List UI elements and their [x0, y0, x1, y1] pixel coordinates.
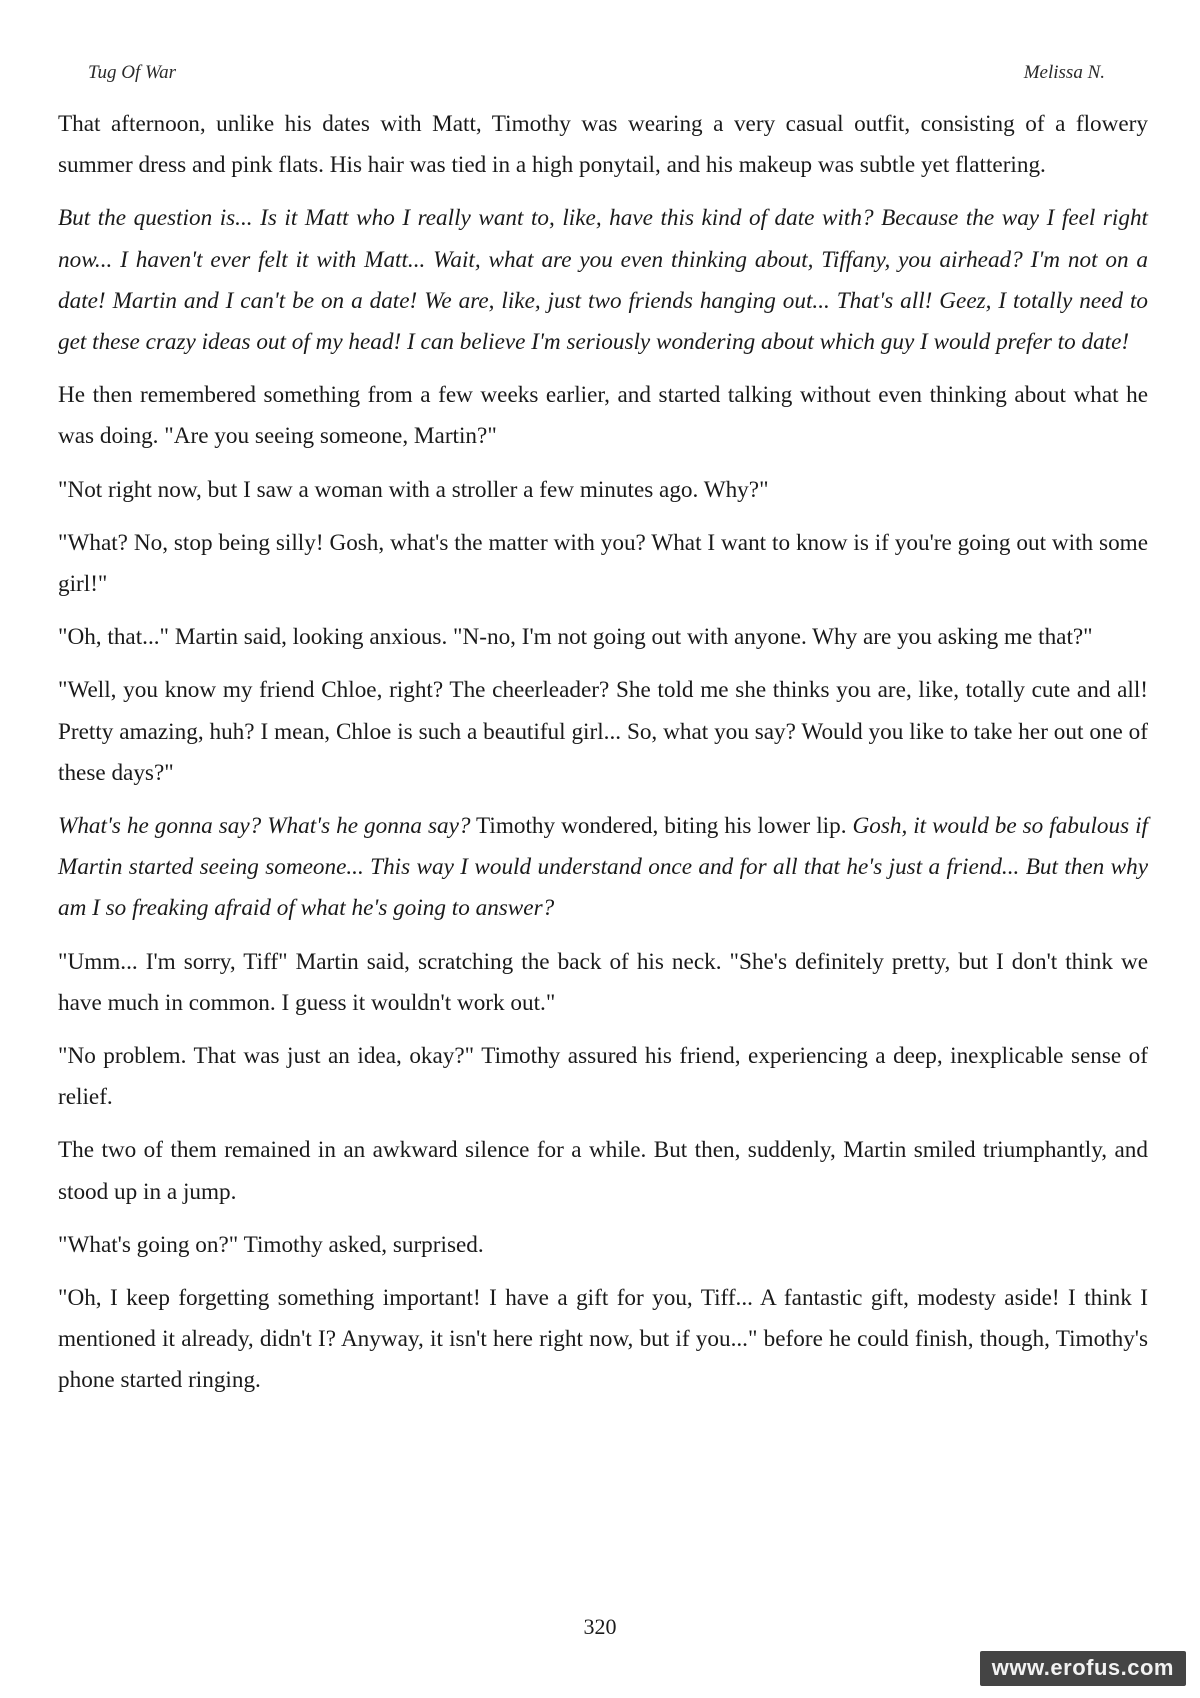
- paragraph-text: "What? No, stop being silly! Gosh, what's the matter with you? What I want to know is if you're going out with some girl!": [58, 529, 1148, 598]
- paragraph-text: "No problem. That was just an idea, okay?" Timothy assured his friend, experiencing a deep, inexplicable sense of relief.: [58, 1043, 1148, 1111]
- paragraph-thought-text: Gosh, it would be so fabulous if Martin started seeing someone... This way I would understand once and for all that he's just a friend... But then why am I so freaking afraid of what he's going to answer?: [58, 813, 1148, 922]
- paragraph-text: The two of them remained in an awkward silence for a while. But then, suddenly, Martin smiled triumphantly, and stood up in a jump.: [58, 1137, 1148, 1205]
- paragraph: [58, 523, 1148, 605]
- paragraph: [58, 375, 1148, 457]
- paragraph-text: That afternoon, unlike his dates with Matt, Timothy was wearing a very casual outfit, consisting of a flowery summer dress and pink flats. His hair was tied in a high ponytail, and his makeup was subtle yet flattering.: [58, 111, 1148, 179]
- paragraph: [58, 617, 1148, 658]
- paragraph-text: Timothy wondered, biting his lower lip.: [470, 813, 853, 840]
- paragraph: [58, 470, 1148, 511]
- paragraph: [58, 104, 1148, 186]
- paragraph-text: "Not right now, but I saw a woman with a stroller a few minutes ago. Why?": [58, 476, 769, 503]
- body-text: [58, 104, 1148, 1414]
- page-number: 320: [583, 1614, 617, 1639]
- paragraph-text: "Umm... I'm sorry, Tiff" Martin said, scratching the back of his neck. "She's definitely pretty, but I don't think we have much in common. I guess it wouldn't work out.": [58, 948, 1148, 1016]
- page-header: [88, 62, 1105, 92]
- paragraph-text: "Oh, I keep forgetting something important! I have a gift for you, Tiff... A fantastic gift, modesty aside! I think I mentioned it already, didn't I? Anyway, it isn't here right now, but if you..." before he could finish, though, Timothy's phone started ringing.: [58, 1285, 1148, 1394]
- book-title: Tug Of War: [88, 62, 176, 83]
- paragraph-thought-text: What's he gonna say? What's he gonna say?: [58, 813, 471, 840]
- paragraph: [58, 1225, 1148, 1266]
- author-name: Melissa N.: [1023, 62, 1105, 83]
- paragraph: [58, 806, 1148, 930]
- paragraph: [58, 942, 1148, 1024]
- paragraph-text: "What's going on?" Timothy asked, surprised.: [58, 1231, 484, 1258]
- paragraph: [58, 1036, 1148, 1118]
- paragraph-text: "Well, you know my friend Chloe, right? The cheerleader? She told me she thinks you are, like, totally cute and all! Pretty amazing, huh? I mean, Chloe is such a beautiful girl... So, what you say? Would you like to take her out one of these days?": [58, 677, 1148, 786]
- watermark: www.erofus.com: [980, 1651, 1186, 1686]
- paragraph-text: He then remembered something from a few weeks earlier, and started talking without even thinking about what he was doing. "Are you seeing someone, Martin?": [58, 382, 1148, 450]
- paragraph-thought-text: But the question is... Is it Matt who I really want to, like, have this kind of date with? Because the way I feel right now... I haven't ever felt it with Matt... Wait, what are you even thinking about, Tiffany, you airhead? I'm not on a date! Martin and I can't be on a date! We are, like, just two friends hanging out... That's all! Geez, I totally need to get these crazy ideas out of my head! I can believe I'm seriously wondering about which guy I would prefer to date!: [58, 205, 1148, 356]
- paragraph: [58, 1130, 1148, 1212]
- paragraph-text: "Oh, that..." Martin said, looking anxious. "N-no, I'm not going out with anyone. Why are you asking me that?": [58, 624, 1093, 651]
- paragraph: [58, 1278, 1148, 1402]
- paragraph: [58, 198, 1148, 363]
- paragraph: [58, 670, 1148, 794]
